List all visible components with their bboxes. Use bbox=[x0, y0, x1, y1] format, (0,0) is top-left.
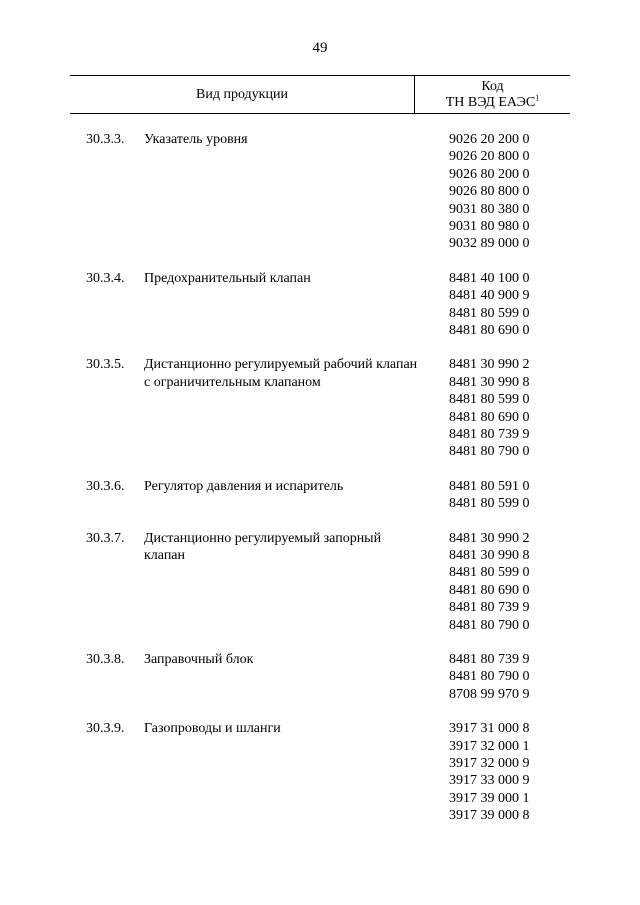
tn-ved-code: 8481 80 599 0 bbox=[449, 496, 530, 512]
code-list bbox=[449, 530, 530, 634]
row-number: 30.3.3. bbox=[86, 132, 125, 147]
tn-ved-code: 8481 30 990 2 bbox=[449, 357, 530, 373]
tn-ved-code: 3917 39 000 8 bbox=[449, 808, 530, 824]
table-row bbox=[70, 270, 570, 340]
header-footnote-marker: 1 bbox=[535, 92, 540, 102]
tn-ved-code: 8481 80 690 0 bbox=[449, 323, 530, 339]
tn-ved-code: 3917 33 000 9 bbox=[449, 773, 530, 789]
tn-ved-code: 3917 39 000 1 bbox=[449, 790, 530, 806]
tn-ved-code: 9026 20 800 0 bbox=[449, 149, 530, 165]
product-name: Дистанционно регулируемый запорный клапан bbox=[144, 530, 382, 563]
tn-ved-code: 9026 80 200 0 bbox=[449, 166, 530, 182]
row-number: 30.3.7. bbox=[86, 530, 125, 546]
row-number: 30.3.8. bbox=[86, 651, 125, 667]
tn-ved-code: 8481 80 690 0 bbox=[449, 409, 530, 425]
product-name: Газопроводы и шланги bbox=[144, 721, 281, 737]
header-code-line2-text: ТН ВЭД ЕАЭС bbox=[445, 94, 536, 110]
tn-ved-code: 8481 80 790 0 bbox=[449, 669, 530, 685]
tn-ved-code: 8481 80 739 9 bbox=[449, 427, 530, 443]
tn-ved-code: 8481 80 790 0 bbox=[449, 444, 530, 460]
table-row bbox=[70, 131, 570, 253]
tn-ved-code: 8481 80 690 0 bbox=[449, 582, 530, 598]
table-row bbox=[70, 356, 570, 460]
tn-ved-code: 8481 80 739 9 bbox=[449, 651, 530, 667]
tn-ved-code: 8481 40 100 0 bbox=[449, 270, 530, 286]
tn-ved-code: 3917 32 000 1 bbox=[449, 738, 530, 754]
tn-ved-code: 9032 89 000 0 bbox=[449, 236, 530, 252]
tn-ved-code: 8481 80 599 0 bbox=[449, 392, 530, 408]
product-name: Предохранительный клапан bbox=[144, 270, 311, 286]
product-name: Дистанционно регулируемый рабочий клапан с ограничительным клапаном bbox=[144, 357, 418, 390]
tn-ved-code: 9026 80 800 0 bbox=[449, 184, 530, 200]
table-body bbox=[70, 131, 570, 842]
tn-ved-code: 9031 80 380 0 bbox=[449, 201, 530, 217]
code-list bbox=[449, 478, 530, 513]
product-name: Регулятор давления и испаритель bbox=[144, 478, 344, 494]
table-header bbox=[70, 75, 570, 114]
row-number: 30.3.6. bbox=[86, 478, 125, 494]
tn-ved-code: 8481 30 990 8 bbox=[449, 547, 530, 563]
product-name: Указатель уровня bbox=[144, 132, 248, 147]
table-row bbox=[70, 530, 570, 634]
code-list bbox=[449, 356, 530, 460]
table-row bbox=[70, 720, 570, 824]
header-code-line1: Код bbox=[481, 78, 504, 94]
code-list bbox=[449, 131, 530, 253]
tn-ved-code: 8708 99 970 9 bbox=[449, 686, 530, 702]
row-number: 30.3.9. bbox=[86, 721, 125, 737]
tn-ved-code: 8481 80 790 0 bbox=[449, 617, 530, 633]
tn-ved-code: 8481 80 739 9 bbox=[449, 600, 530, 616]
tn-ved-code: 9031 80 980 0 bbox=[449, 219, 530, 235]
header-code-column bbox=[415, 76, 570, 113]
tn-ved-code: 9026 20 200 0 bbox=[449, 132, 530, 147]
page-number: 49 bbox=[312, 40, 328, 56]
tn-ved-code: 8481 30 990 8 bbox=[449, 374, 530, 390]
tn-ved-code: 8481 80 599 0 bbox=[449, 305, 530, 321]
code-list bbox=[449, 651, 530, 703]
tn-ved-code: 3917 32 000 9 bbox=[449, 755, 530, 771]
tn-ved-code: 3917 31 000 8 bbox=[449, 721, 530, 737]
header-product-column: Вид продукции bbox=[70, 76, 415, 113]
code-list bbox=[449, 270, 530, 340]
table-row bbox=[70, 651, 570, 703]
row-number: 30.3.5. bbox=[86, 357, 125, 373]
tn-ved-code: 8481 30 990 2 bbox=[449, 530, 530, 546]
product-name: Заправочный блок bbox=[144, 651, 254, 667]
header-code-line2 bbox=[445, 92, 540, 111]
tn-ved-code: 8481 40 900 9 bbox=[449, 288, 530, 304]
row-number: 30.3.4. bbox=[86, 270, 125, 286]
code-list bbox=[449, 720, 530, 824]
tn-ved-code: 8481 80 599 0 bbox=[449, 565, 530, 581]
table-row bbox=[70, 478, 570, 513]
tn-ved-code: 8481 80 591 0 bbox=[449, 478, 530, 494]
